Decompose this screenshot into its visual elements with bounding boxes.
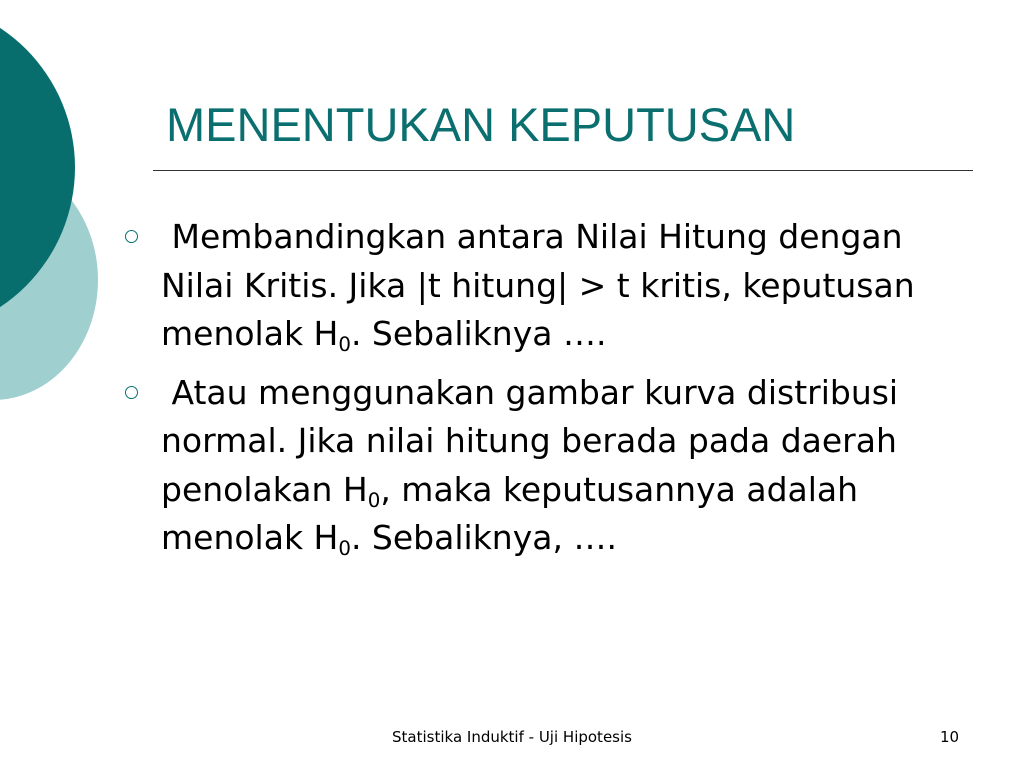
bullet-text-segment: . Sebaliknya …. [350,314,607,353]
bullet-list [120,213,980,573]
bullet-text-segment: Atau menggunakan gambar kurva distribusi normal. Jika nilai hitung berada pada daerah penolakan H [161,372,909,509]
bullet-text [161,373,909,558]
subscript: 0 [367,488,381,512]
bullet-item [120,369,980,563]
page-number: 10 [940,728,960,746]
hollow-circle-bullet-icon [125,230,138,243]
slide-title: MENENTUKAN KEPUTUSAN [166,98,796,151]
title-divider [153,170,973,171]
bullet-text-segment: . Sebaliknya, …. [350,518,617,557]
subscript: 0 [338,332,351,356]
bullet-item [120,213,980,359]
bullet-text-segment: , maka keputusannya adalah menolak H [161,469,869,557]
subscript: 0 [338,536,351,560]
hollow-circle-bullet-icon [125,386,138,399]
bullet-text-segment: Membandingkan antara Nilai Hitung dengan Nilai Kritis. Jika |t hitung| > t kritis, keputusan menolak H [161,217,926,353]
footer-text: Statistika Induktif - Uji Hipotesis [392,728,632,746]
bullet-text [161,217,926,356]
